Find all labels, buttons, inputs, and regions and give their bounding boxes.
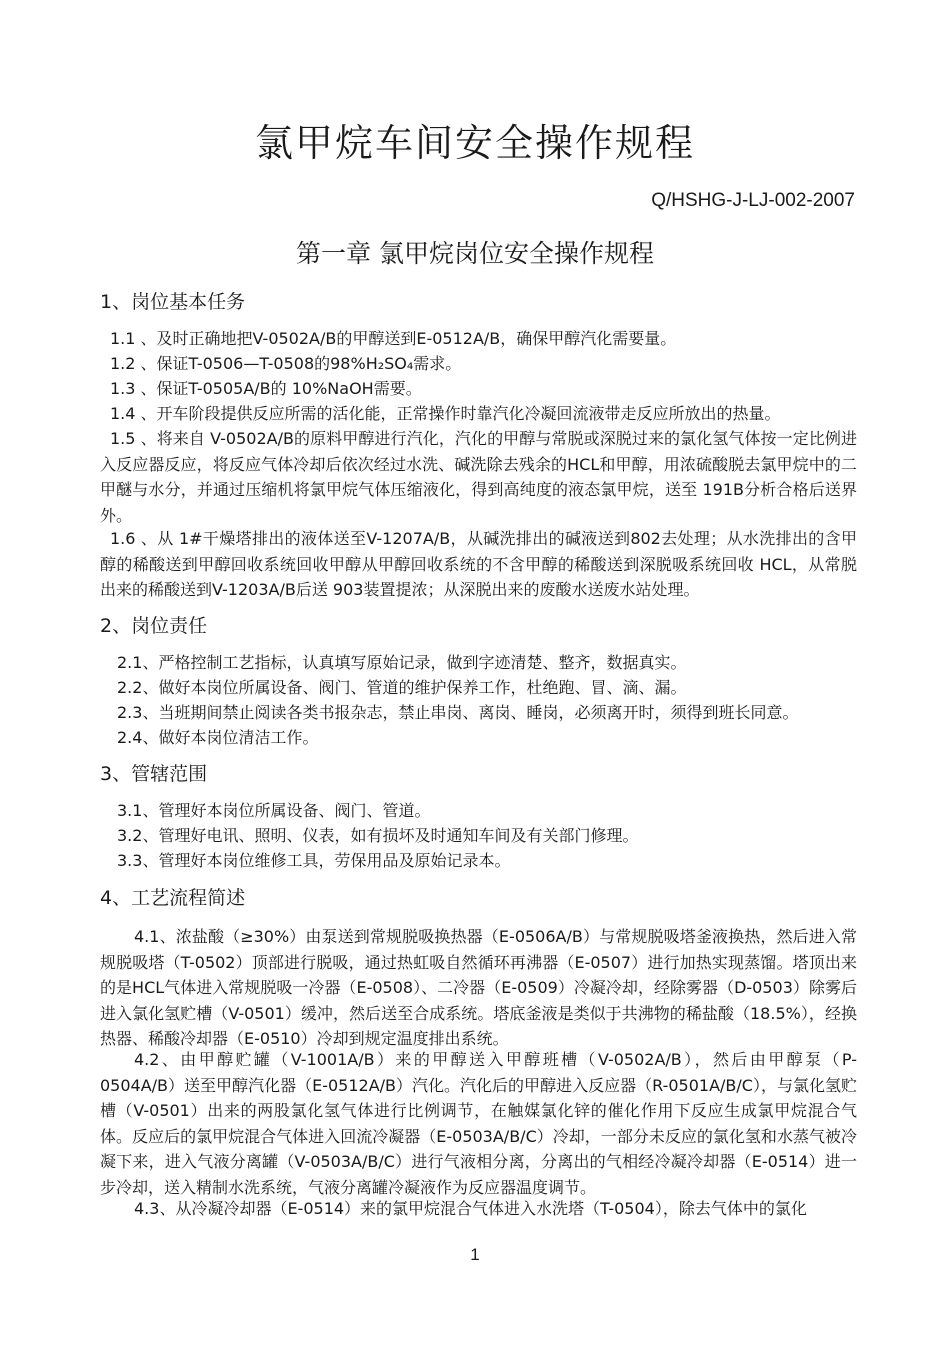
- paragraph-3-3: 3.3、管理好本岗位维修工具，劳保用品及原始记录本。: [117, 851, 511, 870]
- paragraph-1-3: 1.3 、保证T-0505A/B的 10%NaOH需要。: [110, 379, 422, 398]
- paragraph-3-2: 3.2、管理好电讯、照明、仪表，如有损坏及时通知车间及有关部门修理。: [117, 826, 639, 845]
- section-heading-4: 4、工艺流程简述: [100, 887, 246, 909]
- section-heading-3: 3、管辖范围: [100, 763, 208, 785]
- page-number: 1: [470, 1245, 480, 1264]
- paragraph-1-4: 1.4 、开车阶段提供反应所需的活化能，正常操作时靠汽化冷凝回流液带走反应所放出的热量。: [110, 404, 781, 423]
- section-heading-1: 1、岗位基本任务: [100, 291, 246, 313]
- paragraph-4-3: 4.3、从冷凝冷却器（E-0514）来的氯甲烷混合气体进入水洗塔（T-0504），除去气体中的氯化: [134, 1199, 807, 1218]
- document-title: 氯甲烷车间安全操作规程: [254, 121, 695, 165]
- paragraph-2-1: 2.1、严格控制工艺指标，认真填写原始记录，做到字迹清楚、整齐，数据真实。: [117, 653, 687, 672]
- paragraph-4-2: 4.2、由甲醇贮罐（V-1001A/B）来的甲醇送入甲醇班槽（V-0502A/B），然后由甲醇泵（P-0504A/B）送至甲醇汽化器（E-0512A/B）汽化。汽化后的甲醇进入反应器（R-0501A/B/C），与氯化氢贮槽（V-0501）出来的两股氯化氢气体进行比例调节，在触媒氯化锌的催化作用下反应生成氯甲烷混合气体。反应后的氯甲烷混合气体进入回流冷凝器（E-0503A/B/C）冷却，一部分未反应的氯化氢和水蒸气被冷凝下来，进入气液分离罐（V-0503A/B/C）进行气液相分离，分离出的气相经冷凝冷却器（E-0514）进一步冷却，送入精制水洗系统，气液分离罐冷凝液作为反应器温度调节。: [100, 1050, 857, 1197]
- chapter-title: 第一章 氯甲烷岗位安全操作规程: [296, 239, 654, 268]
- section-heading-2: 2、岗位责任: [100, 615, 208, 637]
- paragraph-2-3: 2.3、当班期间禁止阅读各类书报杂志，禁止串岗、离岗、睡岗，必须离开时，须得到班长同意。: [117, 703, 799, 722]
- paragraph-4-1: 4.1、浓盐酸（≥30%）由泵送到常规脱吸换热器（E-0506A/B）与常规脱吸塔釜液换热，然后进入常规脱吸塔（T-0502）顶部进行脱吸，通过热虹吸自然循环再沸器（E-0507）进行加热实现蒸馏。塔顶出来的是HCL气体进入常规脱吸一冷器（E-0508）、二冷器（E-0509）冷凝冷却，经除雾器（D-0503）除雾后进入氯化氢贮槽（V-0501）缓冲，然后送至合成系统。塔底釜液是类似于共沸物的稀盐酸（18.5%），经换热器、稀酸冷却器（E-0510）冷却到规定温度排出系统。: [100, 927, 857, 1048]
- paragraph-2-2: 2.2、做好本岗位所属设备、阀门、管道的维护保养工作，杜绝跑、冒、滴、漏。: [117, 678, 687, 697]
- paragraph-1-5: 1.5 、将来自 V-0502A/B的原料甲醇进行汽化，汽化的甲醇与常脱或深脱过来的氯化氢气体按一定比例进入反应器反应，将反应气体冷却后依次经过水洗、碱洗除去残余的HCL和甲醇，用浓硫酸脱去氯甲烷中的二甲醚与水分，并通过压缩机将氯甲烷气体压缩液化，得到高纯度的液态氯甲烷，送至 191B分析合格后送界外。: [100, 429, 857, 525]
- paragraph-3-1: 3.1、管理好本岗位所属设备、阀门、管道。: [117, 801, 431, 820]
- paragraph-2-4: 2.4、做好本岗位清洁工作。: [117, 728, 319, 747]
- document-number: Q/HSHG-J-LJ-002-2007: [651, 190, 855, 211]
- paragraph-1-1: 1.1 、及时正确地把V-0502A/B的甲醇送到E-0512A/B，确保甲醇汽化需要量。: [110, 329, 677, 348]
- paragraph-1-6: 1.6 、从 1#干燥塔排出的液体送至V-1207A/B，从碱洗排出的碱液送到802去处理；从水洗排出的含甲醇的稀酸送到甲醇回收系统回收甲醇从甲醇回收系统的不含甲醇的稀酸送到深脱吸系统回收 HCL，从常脱出来的稀酸送到V-1203A/B后送 903装置提浓；从深脱出来的废酸水送废水站处理。: [100, 529, 857, 599]
- paragraph-1-2: 1.2 、保证T-0506—T-0508的98%H₂SO₄需求。: [110, 354, 462, 373]
